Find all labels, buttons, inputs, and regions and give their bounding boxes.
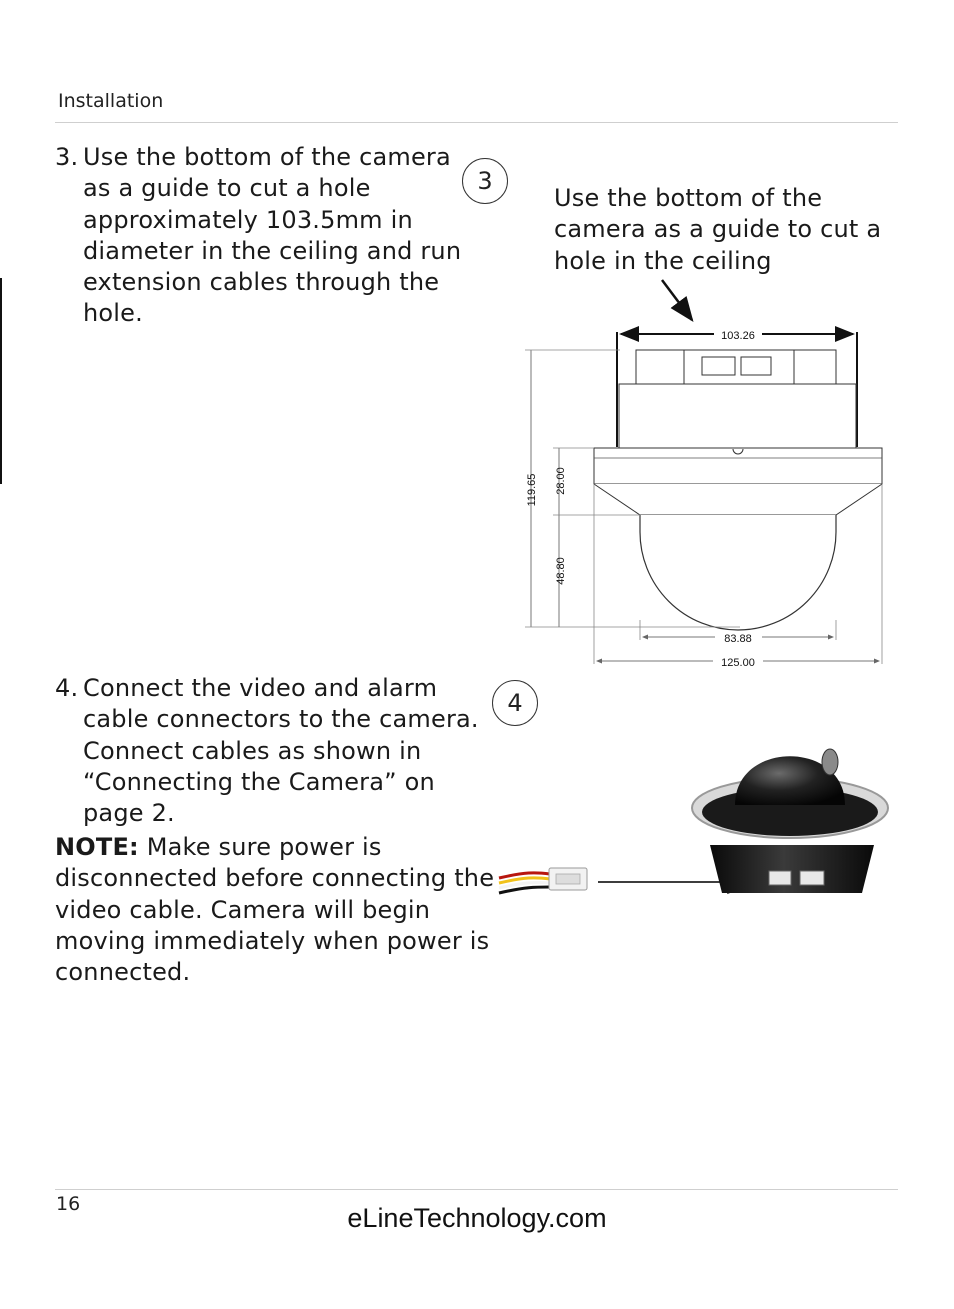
note-line: video cable. Camera will begin — [55, 895, 431, 924]
step-line: Use the bottom of the camera — [83, 143, 451, 171]
step-line: hole. — [83, 299, 143, 328]
step-number: 3. — [55, 143, 79, 171]
section-header: Installation — [58, 90, 164, 112]
camera-body — [710, 845, 874, 893]
step-line: approximately 103.5mm in — [83, 205, 413, 234]
camera-bevel — [594, 484, 882, 515]
camera-connector-photo — [495, 715, 895, 915]
connector-port — [702, 357, 735, 375]
camera-port — [800, 871, 824, 885]
caption-line: camera as a guide to cut a — [554, 215, 882, 244]
camera-dome — [640, 515, 836, 630]
dimension-label: 48.80 — [555, 557, 567, 585]
figure-3-caption — [554, 183, 881, 277]
pointer-arrow — [662, 280, 692, 320]
step-line: Connect cables as shown in — [83, 736, 422, 765]
note-line: connected. — [55, 958, 191, 987]
power-note — [55, 832, 494, 988]
step-4-text — [55, 673, 479, 829]
dimension-label: 125.00 — [721, 657, 755, 669]
footer-rule — [55, 1189, 898, 1190]
note-label: NOTE: — [55, 833, 139, 861]
dimension-label: 28.00 — [555, 467, 567, 495]
header-rule — [55, 122, 898, 123]
step-number: 4. — [55, 674, 79, 702]
connector-port — [741, 357, 771, 375]
step-3-text — [55, 142, 461, 330]
camera-body — [619, 384, 856, 448]
page-edge-mark — [0, 278, 2, 484]
step-line: cable connectors to the camera. — [83, 705, 479, 734]
camera-port — [769, 871, 791, 885]
note-line: disconnected before connecting the — [55, 864, 495, 893]
step-line: extension cables through the — [83, 268, 440, 297]
dimension-label: 103.26 — [721, 330, 755, 342]
page-number: 16 — [56, 1193, 81, 1215]
camera-base-flange — [594, 448, 882, 484]
step-line: page 2. — [83, 799, 175, 828]
dimension-label: 119.65 — [526, 473, 538, 507]
camera-dimension-drawing — [500, 270, 900, 680]
caption-line: hole in the ceiling — [554, 246, 772, 275]
caption-line: Use the bottom of the — [554, 184, 823, 212]
note-line: moving immediately when power is — [55, 926, 490, 955]
figure-3-badge: 3 — [462, 158, 508, 204]
dimension-label: 83.88 — [724, 633, 752, 645]
step-line: diameter in the ceiling and run — [83, 236, 462, 265]
figure-4-badge: 4 — [492, 680, 538, 726]
step-line: Connect the video and alarm — [83, 674, 438, 702]
note-text: Make sure power is — [138, 833, 382, 861]
footer-website: eLineTechnology.com — [347, 1203, 607, 1233]
camera-top-ring — [636, 350, 836, 384]
step-line: as a guide to cut a hole — [83, 174, 371, 203]
cable-wires — [499, 873, 550, 893]
step-line: “Connecting the Camera” on — [83, 767, 435, 796]
